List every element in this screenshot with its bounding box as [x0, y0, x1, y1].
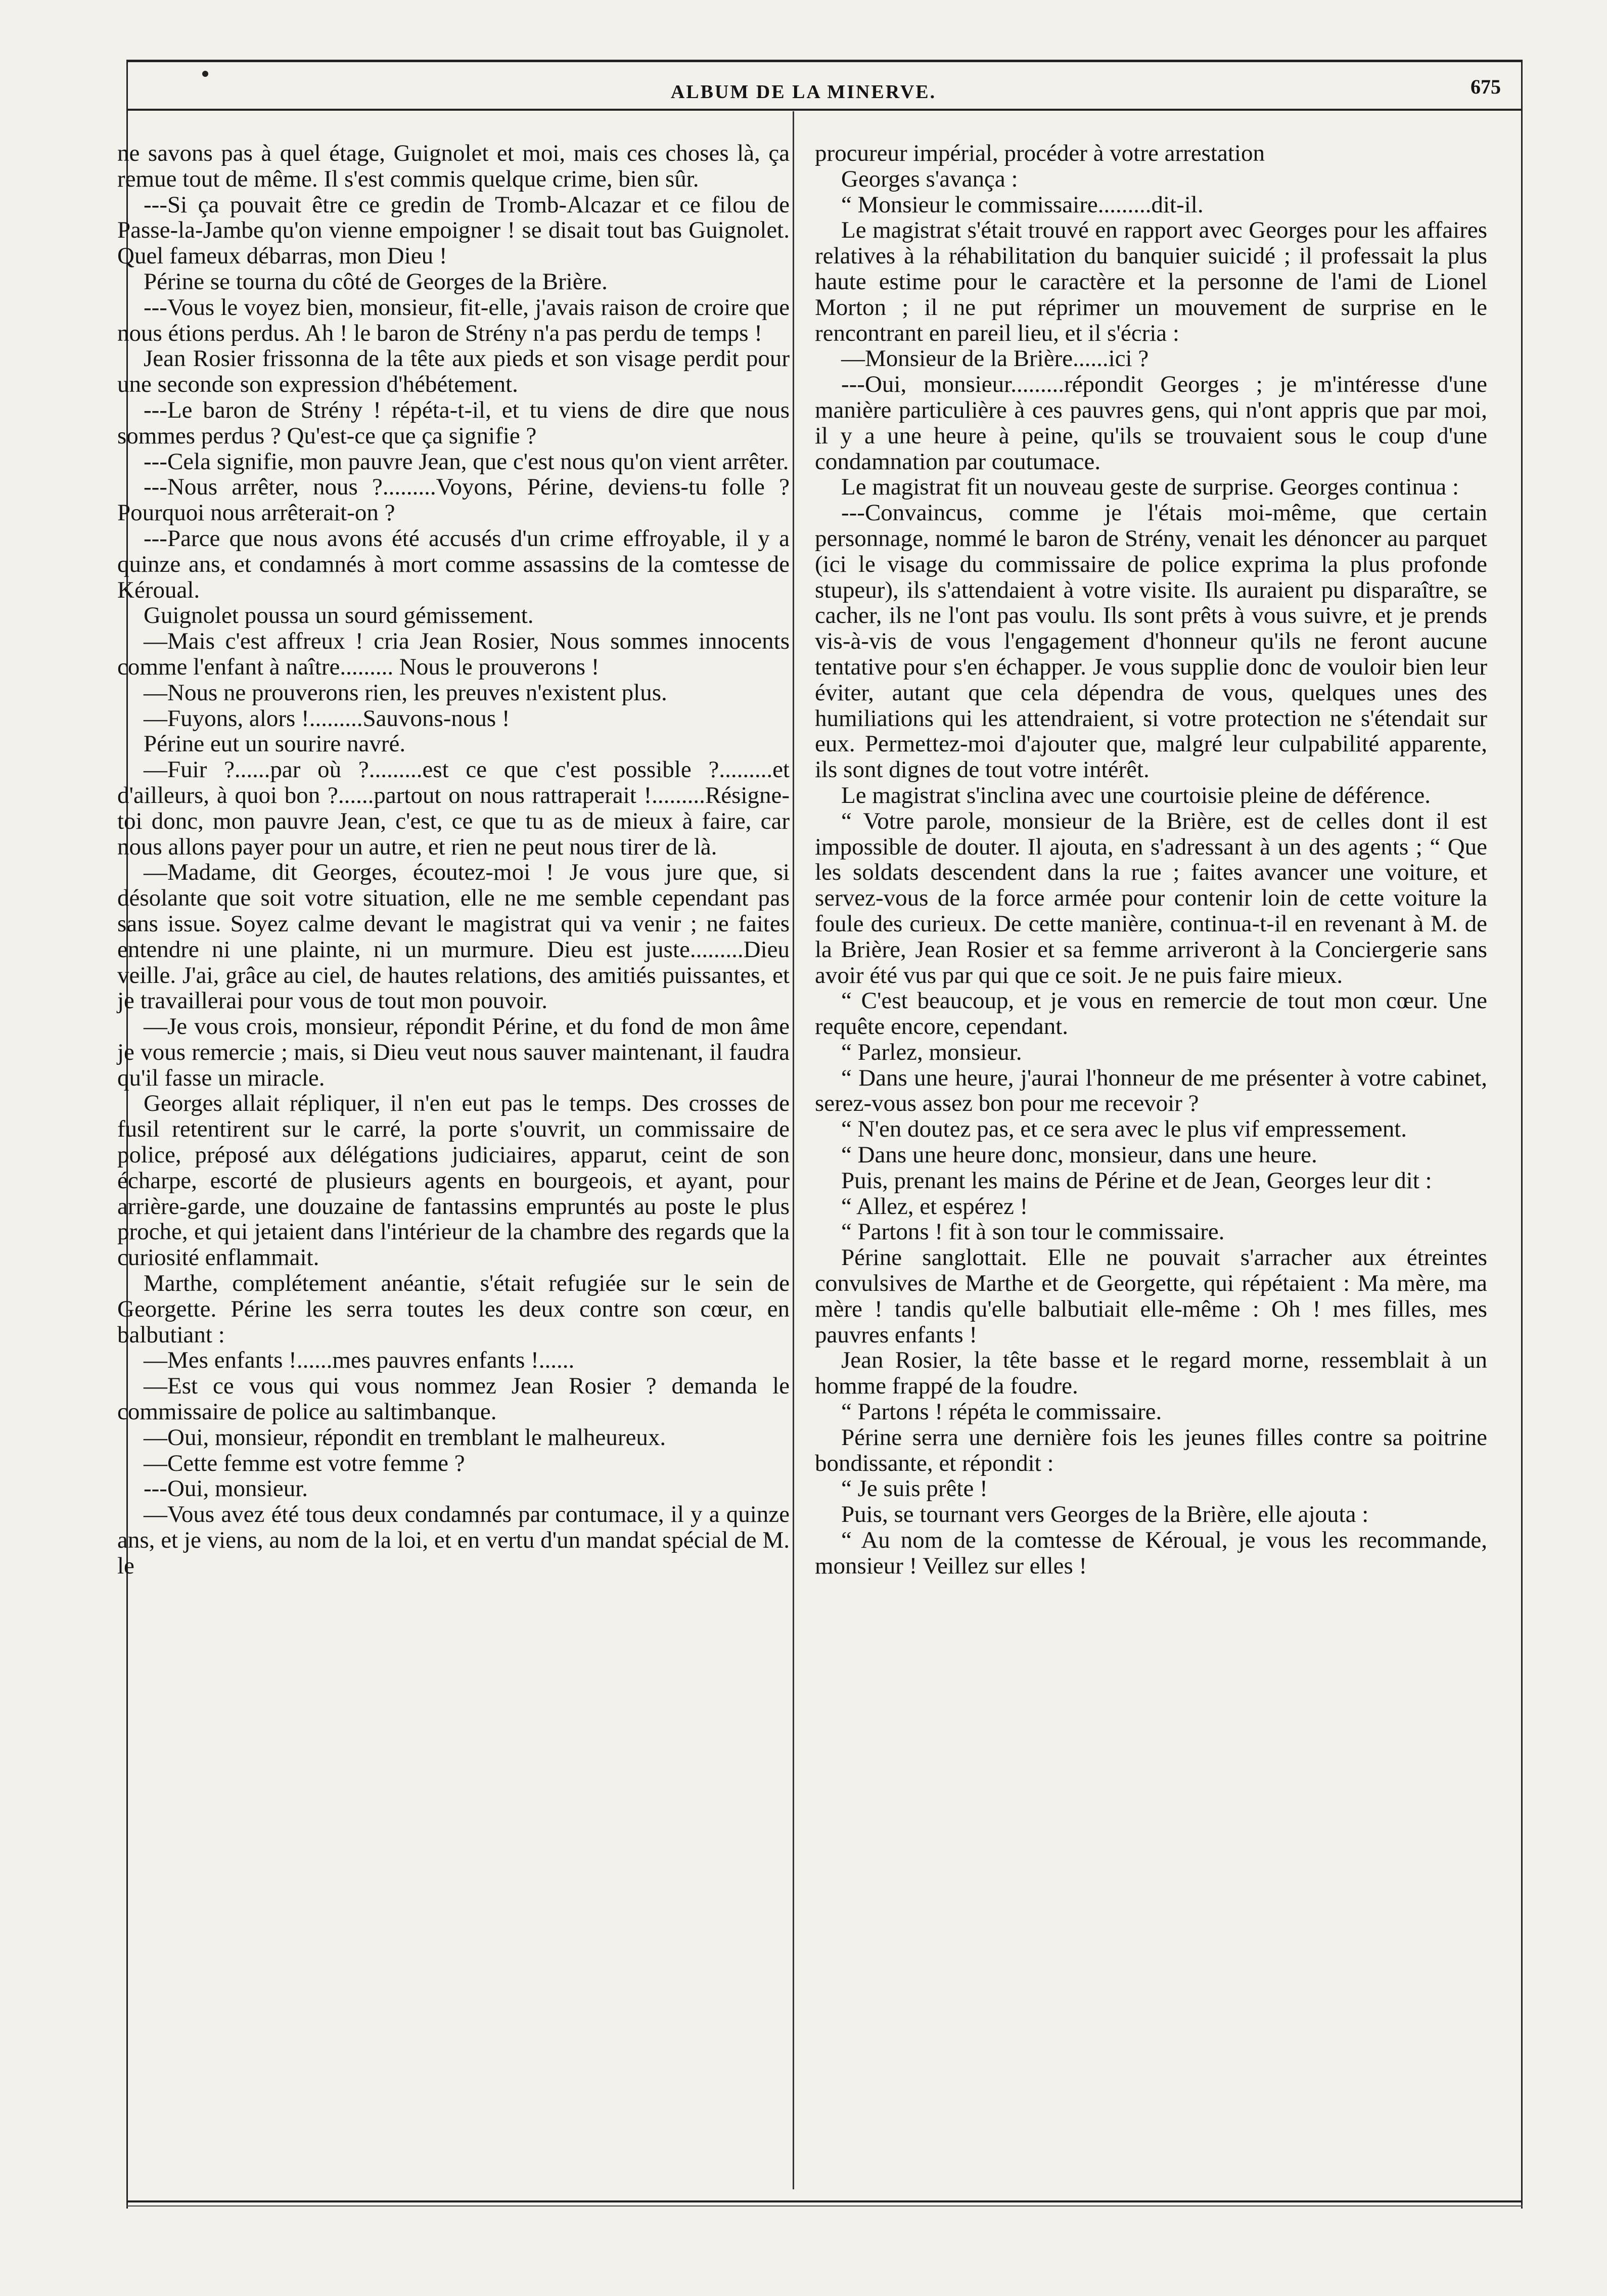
- paragraph: —Je vous crois, monsieur, répondit Périne, et du fond de mon âme je vous remercie ; mais, si Dieu veut nous sauver maintenant, il faudra qu'il fasse un miracle.: [117, 1013, 790, 1091]
- paragraph: —Oui, monsieur, répondit en tremblant le malheureux.: [144, 1424, 666, 1451]
- paragraph: “ Dans une heure donc, monsieur, dans une heure.: [841, 1142, 1317, 1168]
- bottom-rule: [126, 2200, 1523, 2202]
- paragraph: ---Cela signifie, mon pauvre Jean, que c'est nous qu'on vient arrêter.: [144, 448, 789, 475]
- paragraph: ---Oui, monsieur.: [144, 1475, 308, 1502]
- paragraph: “ Partons ! fit à son tour le commissaire.: [841, 1219, 1225, 1245]
- left-column: [117, 141, 790, 1579]
- paragraph: “ Dans une heure, j'aurai l'honneur de me présenter à votre cabinet, serez-vous assez bon pour me recevoir ?: [815, 1064, 1487, 1117]
- paragraph: ---Parce que nous avons été accusés d'un crime effroyable, il y a quinze ans, et condamnés à mort comme assassins de la comtesse de Kéroual.: [117, 525, 790, 603]
- paragraph: “ C'est beaucoup, et je vous en remercie de tout mon cœur. Une requête encore, cependant.: [815, 987, 1487, 1040]
- paragraph: ---Si ça pouvait être ce gredin de Tromb-Alcazar et ce filou de Passe-la-Jambe qu'on vienne empoigner ! se disait tout bas Guignolet. Quel fameux débarras, mon Dieu !: [117, 191, 790, 269]
- paragraph: Georges allait répliquer, il n'en eut pas le temps. Des crosses de fusil retentirent sur le carré, la porte s'ouvrit, un commissaire de police, préposé aux délégations judiciaires, apparut, ceint de son écharpe, escorté de plusieurs agents en bourgeois, et ayant, pour arrière-garde, une douzaine de fantassins empruntés au poste le plus proche, et qui jetaient dans l'intérieur de la chambre des regards que la curiosité enflammait.: [117, 1090, 790, 1271]
- paragraph: procureur impérial, procéder à votre arrestation: [815, 140, 1265, 166]
- paragraph: “ N'en doutez pas, et ce sera avec le plus vif empressement.: [841, 1116, 1407, 1143]
- paragraph: Le magistrat s'était trouvé en rapport avec Georges pour les affaires relatives à la réhabilitation du banquier suicidé ; il professait la plus haute estime pour le caractère et la personne de l'ami de Lionel Morton ; il ne put réprimer un mouvement de surprise en le rencontrant en pareil lieu, et il s'écria :: [815, 217, 1487, 346]
- paragraph: Puis, se tournant vers Georges de la Brière, elle ajouta :: [841, 1501, 1369, 1528]
- paragraph: Périne se tourna du côté de Georges de la Brière.: [144, 268, 608, 295]
- paragraph: “ Votre parole, monsieur de la Brière, est de celles dont il est impossible de douter. Il ajouta, en s'adressant à un des agents ; “ Que les soldats descendent dans la rue ; faites avancer une voiture, et servez-vous de la force armée pour contenir loin de cette voiture la foule des curieux. De cette manière, continua-t-il en revenant à M. de la Brière, Jean Rosier et sa femme arriveront à la Conciergerie sans avoir été vus par qui que ce soit. Je ne puis faire mieux.: [815, 807, 1487, 988]
- paragraph: —Vous avez été tous deux condamnés par contumace, il y a quinze ans, et je viens, au nom de la loi, et en vertu d'un mandat spécial de M. le: [117, 1501, 790, 1579]
- paragraph: “ Allez, et espérez !: [841, 1193, 1028, 1220]
- paragraph: —Mes enfants !......mes pauvres enfants !......: [144, 1347, 575, 1374]
- paragraph: ---Convaincus, comme je l'étais moi-même, que certain personnage, nommé le baron de Strény, venait les dénoncer au parquet (ici le visage du commissaire de police exprima la plus profonde stupeur), ils s'attendaient à votre visite. Ils auraient pu disparaître, se cacher, ils ne l'ont pas voulu. Ils sont prêts à vous suivre, et je prends vis-à-vis de vous l'engagement d'honneur qu'ils ne feront aucune tentative pour s'en échapper. Je vous supplie donc de vouloir bien leur éviter, autant que cela dépendra de vous, quelques unes des humiliations qui les attendraient, si votre protection ne s'étendait sur eux. Permettez-moi d'ajouter que, malgré leur culpabilité apparente, ils sont dignes de tout votre intérêt.: [815, 500, 1487, 783]
- paragraph: “ Au nom de la comtesse de Kéroual, je vous les recommande, monsieur ! Veillez sur elles !: [815, 1527, 1487, 1579]
- paragraph: ne savons pas à quel étage, Guignolet et moi, mais ces choses là, ça remue tout de même. Il s'est commis quelque crime, bien sûr.: [117, 140, 790, 192]
- right-column: [815, 141, 1487, 1579]
- page-number: 675: [1471, 75, 1501, 98]
- paragraph: ---Vous le voyez bien, monsieur, fit-elle, j'avais raison de croire que nous étions perdus. Ah ! le baron de Strény n'a pas perdu de temps !: [117, 294, 790, 346]
- paragraph: —Madame, dit Georges, écoutez-moi ! Je vous jure que, si désolante que soit votre situation, elle ne me semble cependant pas sans issue. Soyez calme devant le magistrat qui va venir ; ne faites entendre ni une plainte, ni un murmure. Dieu est juste.........Dieu veille. J'ai, grâce au ciel, de hautes relations, des amitiés puissantes, et je travaillerai pour vous de tout mon pouvoir.: [117, 859, 790, 1014]
- paragraph: Marthe, complétement anéantie, s'était refugiée sur le sein de Georgette. Périne les serra toutes les deux contre son cœur, en balbutiant :: [117, 1270, 790, 1348]
- paragraph: —Fuir ?......par où ?.........est ce que c'est possible ?.........et d'ailleurs, à quoi bon ?......partout on nous rattraperait !.........Résigne-toi donc, mon pauvre Jean, c'est, ce que tu as de mieux à faire, car nous allons payer pour un autre, et rien ne peut nous tirer de là.: [117, 756, 790, 860]
- bottom-rule-thin: [126, 2205, 1523, 2207]
- paragraph: Le magistrat s'inclina avec une courtoisie pleine de déférence.: [841, 782, 1431, 808]
- paragraph: Guignolet poussa un sourd gémissement.: [144, 602, 534, 629]
- paragraph: “ Monsieur le commissaire.........dit-il.: [841, 191, 1204, 218]
- paragraph: ---Oui, monsieur.........répondit Georges ; je m'intéresse d'une manière particulière à ces pauvres gens, qui n'ont appris que par moi, il y a une heure à peine, qu'ils se trouvaient sous le coup d'une condamnation par coutumace.: [815, 371, 1487, 475]
- paragraph: Georges s'avança :: [841, 165, 1018, 192]
- paragraph: ---Nous arrêter, nous ?.........Voyons, Périne, deviens-tu folle ? Pourquoi nous arrêterait-on ?: [117, 474, 790, 526]
- paragraph: Jean Rosier frissonna de la tête aux pieds et son visage perdit pour une seconde son expression d'hébétement.: [117, 345, 790, 398]
- paragraph: —Fuyons, alors !.........Sauvons-nous !: [144, 705, 510, 732]
- paragraph: “ Je suis prête !: [841, 1475, 988, 1502]
- paragraph: “ Partons ! répéta le commissaire.: [841, 1399, 1162, 1425]
- paragraph: —Cette femme est votre femme ?: [144, 1450, 465, 1476]
- paragraph: —Est ce vous qui vous nommez Jean Rosier ? demanda le commissaire de police au saltimbanque.: [117, 1373, 790, 1425]
- paragraph: Puis, prenant les mains de Périne et de Jean, Georges leur dit :: [841, 1167, 1432, 1194]
- column-divider: [793, 111, 794, 2189]
- header-ornament: [202, 71, 208, 77]
- paragraph: Périne serra une dernière fois les jeunes filles contre sa poitrine bondissante, et répondit :: [815, 1424, 1487, 1476]
- paragraph: Le magistrat fit un nouveau geste de surprise. Georges continua :: [841, 474, 1459, 501]
- paragraph: Jean Rosier, la tête basse et le regard morne, ressemblait à un homme frappé de la foudre.: [815, 1347, 1487, 1400]
- journal-title: ALBUM DE LA MINERVE.: [670, 81, 937, 103]
- paragraph: —Mais c'est affreux ! cria Jean Rosier, Nous sommes innocents comme l'enfant à naître......... Nous le prouverons !: [117, 628, 790, 680]
- paragraph: —Monsieur de la Brière......ici ?: [841, 345, 1149, 372]
- paragraph: ---Le baron de Strény ! répéta-t-il, et tu viens de dire que nous sommes perdus ? Qu'est-ce que ça signifie ?: [117, 396, 790, 449]
- paragraph: Périne eut un sourire navré.: [144, 731, 406, 757]
- paragraph: Périne sanglottait. Elle ne pouvait s'arracher aux étreintes convulsives de Marthe et de Georgette, qui répétaient : Ma mère, ma mère ! tandis qu'elle balbutiait elle-même : Oh ! mes filles, mes pauvres enfants !: [815, 1244, 1487, 1348]
- paragraph: —Nous ne prouverons rien, les preuves n'existent plus.: [144, 679, 667, 706]
- paragraph: “ Parlez, monsieur.: [841, 1039, 1022, 1065]
